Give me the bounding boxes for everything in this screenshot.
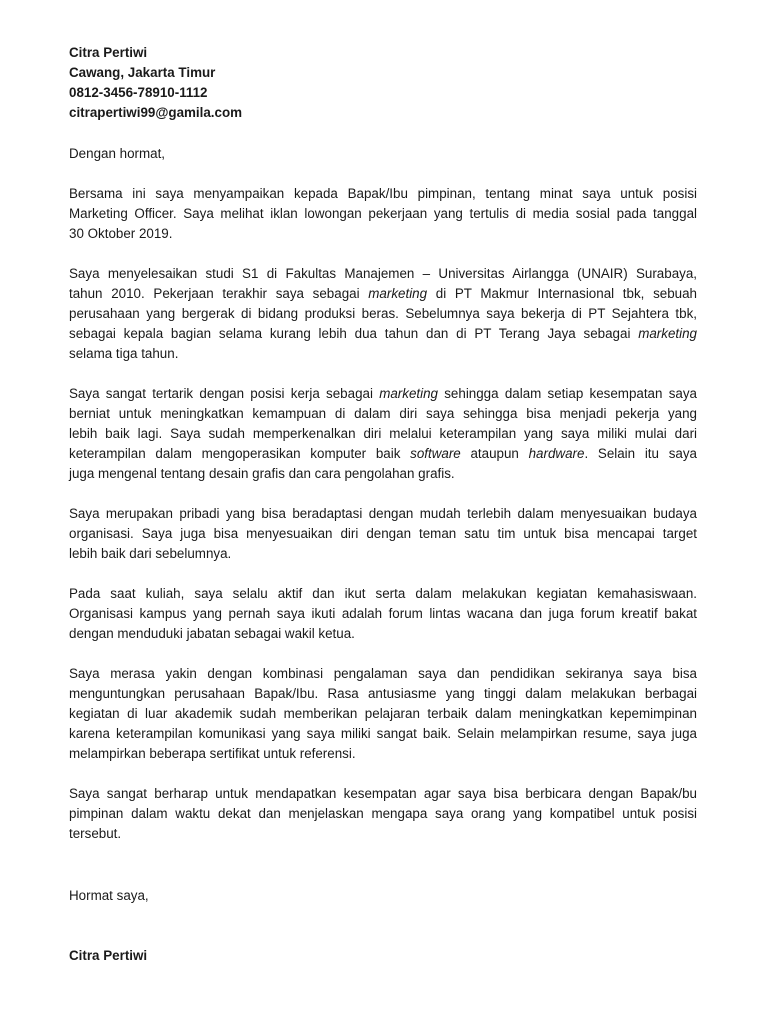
paragraph-hope — [69, 784, 697, 844]
closing: Hormat saya, — [69, 888, 149, 903]
paragraph-line: Saya sangat tertarik dengan posisi kerja sebagai marketing sehingga dalam setiap kesempatan saya — [69, 386, 697, 401]
paragraph-line: melampirkan beberapa sertifikat untuk referensi. — [69, 746, 356, 761]
paragraph-education — [69, 264, 697, 364]
paragraph-line: Organisasi kampus yang pernah saya ikuti adalah forum lintas wacana dan juga forum kreatif bakat — [69, 606, 697, 621]
paragraph-interest — [69, 384, 697, 484]
paragraph-confidence — [69, 664, 697, 764]
paragraph-line: lebih baik dari sebelumnya. — [69, 546, 232, 561]
sender-address: Cawang, Jakarta Timur — [69, 65, 216, 80]
paragraph-line: sebagai kepala bagian selama kurang lebih dua tahun dan di PT Terang Jaya sebagai marketing — [69, 326, 697, 341]
paragraph-line: perusahaan yang bergerak di bidang produksi beras. Sebelumnya saya bekerja di PT Sejahtera tbk, — [69, 306, 697, 321]
paragraph-line: lebih baik lagi. Saya sudah memperkenalkan diri melalui keterampilan yang saya miliki mulai dari — [69, 426, 697, 441]
paragraph-line: tersebut. — [69, 826, 122, 841]
paragraph-line: Saya sangat berharap untuk mendapatkan kesempatan agar saya bisa berbicara dengan Bapak/bu — [69, 786, 697, 801]
paragraph-line: selama tiga tahun. — [69, 346, 179, 361]
paragraph-line: 30 Oktober 2019. — [69, 226, 173, 241]
paragraph-line: Saya merupakan pribadi yang bisa beradaptasi dengan mudah terlebih dalam menyesuaikan budaya — [69, 506, 697, 521]
paragraph-line: Saya merasa yakin dengan kombinasi pengalaman saya dan pendidikan sekiranya saya bisa — [69, 666, 697, 681]
paragraph-line: pimpinan dalam waktu dekat dan menjelaskan mengapa saya orang yang kompatibel untuk posisi — [69, 806, 697, 821]
paragraph-line: Saya menyelesaikan studi S1 di Fakultas Manajemen – Universitas Airlangga (UNAIR) Surabaya, — [69, 266, 697, 281]
sender-header — [69, 43, 699, 123]
paragraph-line: Marketing Officer. Saya melihat iklan lowongan pekerjaan yang tertulis di media sosial pada tanggal — [69, 206, 697, 221]
paragraph-line: organisasi. Saya juga bisa menyesuaikan diri dengan teman satu tim untuk bisa mencapai target — [69, 526, 697, 541]
sender-name: Citra Pertiwi — [69, 45, 148, 60]
paragraph-line: karena keterampilan komunikasi yang saya miliki sangat baik. Selain melampirkan resume, saya juga — [69, 726, 697, 741]
paragraph-line: Pada saat kuliah, saya selalu aktif dan ikut serta dalam melakukan kegiatan kemahasiswaan. — [69, 586, 697, 601]
paragraph-line: menguntungkan perusahaan Bapak/Ibu. Rasa antusiasme yang tinggi dalam melakukan berbagai — [69, 686, 697, 701]
paragraph-line: berniat untuk meningkatkan kemampuan di dalam diri saya sehingga bisa menjadi pekerja yang — [69, 406, 697, 421]
paragraph-line: kegiatan di luar akademik sudah memberikan pelajaran terbaik dalam meningkatkan kepemimpinan — [69, 706, 697, 721]
salutation: Dengan hormat, — [69, 146, 166, 161]
sender-phone: 0812-3456-78910-1112 — [69, 85, 208, 100]
paragraph-adaptability — [69, 504, 697, 564]
paragraph-intro — [69, 184, 697, 244]
signature-name: Citra Pertiwi — [69, 948, 148, 963]
paragraph-campus — [69, 584, 697, 644]
paragraph-line: keterampilan dalam mengoperasikan komputer baik software ataupun hardware. Selain itu saya — [69, 446, 697, 461]
paragraph-line: tahun 2010. Pekerjaan terakhir saya sebagai marketing di PT Makmur Internasional tbk, sebuah — [69, 286, 697, 301]
paragraph-line: dengan menduduki jabatan sebagai wakil ketua. — [69, 626, 355, 641]
sender-email: citrapertiwi99@gamila.com — [69, 105, 243, 120]
paragraph-line: Bersama ini saya menyampaikan kepada Bapak/Ibu pimpinan, tentang minat saya untuk posisi — [69, 186, 697, 201]
paragraph-line: juga mengenal tentang desain grafis dan cara pengolahan grafis. — [69, 466, 455, 481]
